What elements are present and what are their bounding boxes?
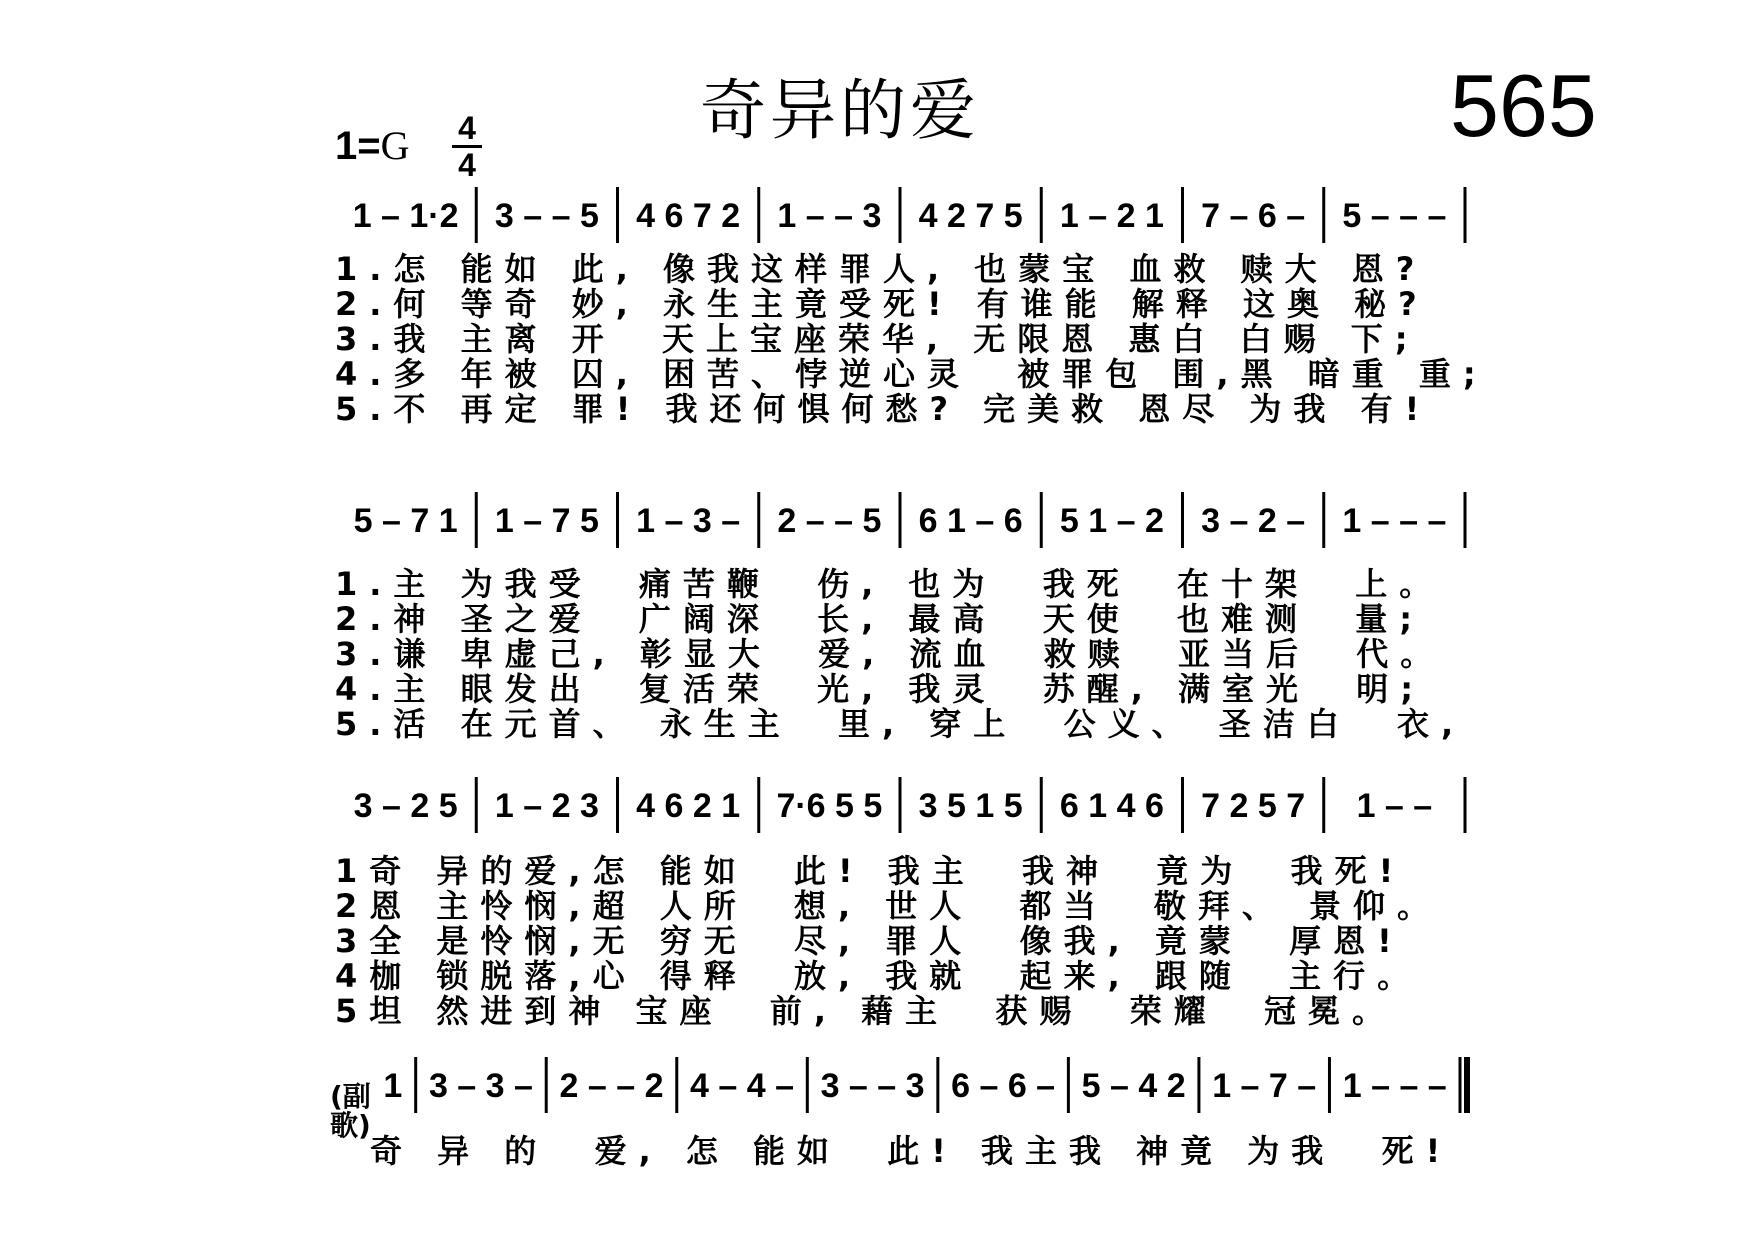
measure-notes: 3 5 1 5 xyxy=(918,787,1023,825)
measure-notes: 1 – – 3 xyxy=(777,197,882,235)
measure-notes: 1 – 7 5 xyxy=(494,502,599,540)
hymn-title: 奇异的爱 xyxy=(700,72,980,149)
measure-notes: 7 – 6 – xyxy=(1201,197,1306,235)
hymn-number: 565 xyxy=(1450,56,1597,155)
lyric-line: 3.谦 卑虚己, 彰显大 爱, 流血 救赎 亚当后 代。 xyxy=(335,635,1445,673)
measure-notes: 1 – – xyxy=(1356,787,1433,825)
lyric-line: 5.活 在元首、 永生主 里, 穿上 公义、 圣洁白 衣, xyxy=(335,705,1466,743)
measure-notes: 1 – 7 – xyxy=(1212,1067,1317,1105)
measure-notes: 4 2 7 5 xyxy=(918,197,1023,235)
measure-notes: 6 1 – 6 xyxy=(918,502,1023,540)
notation-svg-1 xyxy=(335,185,1475,255)
lyric-line: 5坦 然进到神 宝座 前, 藉主 获赐 荣耀 冠冕。 xyxy=(335,992,1396,1030)
measure-notes: 3 – – 3 xyxy=(820,1067,925,1105)
lyric-line: 2恩 主怜悯,超 人所 想, 世人 都当 敬拜、 景仰。 xyxy=(335,887,1441,925)
measure-notes: 7 2 5 7 xyxy=(1201,787,1306,825)
notation-svg-4 xyxy=(370,1055,1470,1125)
lyric-line: 2.何 等奇 妙, 永生主竟受死! 有谁能 解释 这奥 秘? xyxy=(335,285,1429,323)
lyric-line: 3.我 主离 开 天上宝座荣华, 无限恩 惠白 白赐 下; xyxy=(335,320,1420,358)
measure-notes: 1 – 1·2 xyxy=(352,197,459,235)
lyric-line: 奇 异 的 爱, 怎 能如 此! 我主我 神竟 为我 死! xyxy=(370,1132,1453,1170)
measure-notes: 3 – 2 5 xyxy=(353,787,458,825)
measure-notes: 4 6 7 2 xyxy=(636,197,741,235)
key-signature xyxy=(335,123,410,168)
lyric-line: 5.不 再定 罪! 我还何惧何愁? 完美救 恩尽 为我 有! xyxy=(335,390,1432,428)
measure-notes: 5 – 7 1 xyxy=(353,502,458,540)
measure-notes: 2 – – 2 xyxy=(559,1067,664,1105)
measure-notes: 1 – – – xyxy=(1342,1067,1447,1105)
time-signature-bottom: 4 xyxy=(458,147,476,183)
measure-notes: 5 – – – xyxy=(1342,197,1447,235)
measure-notes: 7·6 5 5 xyxy=(776,787,883,825)
measure-notes: 6 – 6 – xyxy=(951,1067,1056,1105)
lyric-line: 4.多 年被 囚, 困苦、悖逆心灵 被罪包 围,黑 暗重 重; xyxy=(335,355,1488,393)
notation-svg-3 xyxy=(335,775,1475,845)
lyric-line: 1.主 为我受 痛苦鞭 伤, 也为 我死 在十架 上。 xyxy=(335,565,1444,603)
measure-notes: 6 1 4 6 xyxy=(1059,787,1164,825)
measure-notes: 1 xyxy=(383,1067,403,1105)
measure-notes: 3 – 3 – xyxy=(428,1067,533,1105)
notation-svg-2 xyxy=(335,490,1475,560)
measure-notes: 1 – 2 3 xyxy=(494,787,599,825)
measure-notes: 5 – 4 2 xyxy=(1081,1067,1186,1105)
key-prefix: 1= xyxy=(335,124,381,168)
measure-notes: 4 6 2 1 xyxy=(636,787,741,825)
lyric-line: 4枷 锁脱落,心 得释 放, 我就 起来, 跟随 主行。 xyxy=(335,957,1422,995)
time-signature-top: 4 xyxy=(458,110,476,146)
measure-notes: 2 – – 5 xyxy=(777,502,882,540)
lyric-line: 1奇 异的爱,怎 能如 此! 我主 我神 竟为 我死! xyxy=(335,852,1406,890)
time-signature xyxy=(452,112,482,181)
measure-notes: 4 – 4 – xyxy=(690,1067,795,1105)
measure-notes: 5 1 – 2 xyxy=(1059,502,1164,540)
measure-notes: 1 – – – xyxy=(1342,502,1447,540)
measure-notes: 1 – 2 1 xyxy=(1059,197,1164,235)
key-letter: G xyxy=(380,123,410,168)
measure-notes: 1 – 3 – xyxy=(636,502,741,540)
lyric-line: 1.怎 能如 此, 像我这样罪人, 也蒙宝 血救 赎大 恩? xyxy=(335,250,1427,288)
refrain-label: (副歌) xyxy=(330,1080,371,1143)
lyric-line: 3全 是怜悯,无 穷无 尽, 罪人 像我, 竟蒙 厚恩! xyxy=(335,922,1404,960)
lyric-line: 4.主 眼发出 复活荣 光, 我灵 苏醒, 满室光 明; xyxy=(335,670,1426,708)
measure-notes: 3 – – 5 xyxy=(494,197,599,235)
measure-notes: 3 – 2 – xyxy=(1201,502,1306,540)
lyric-line: 2.神 圣之爱 广阔深 长, 最高 天使 也难测 量; xyxy=(335,600,1425,638)
